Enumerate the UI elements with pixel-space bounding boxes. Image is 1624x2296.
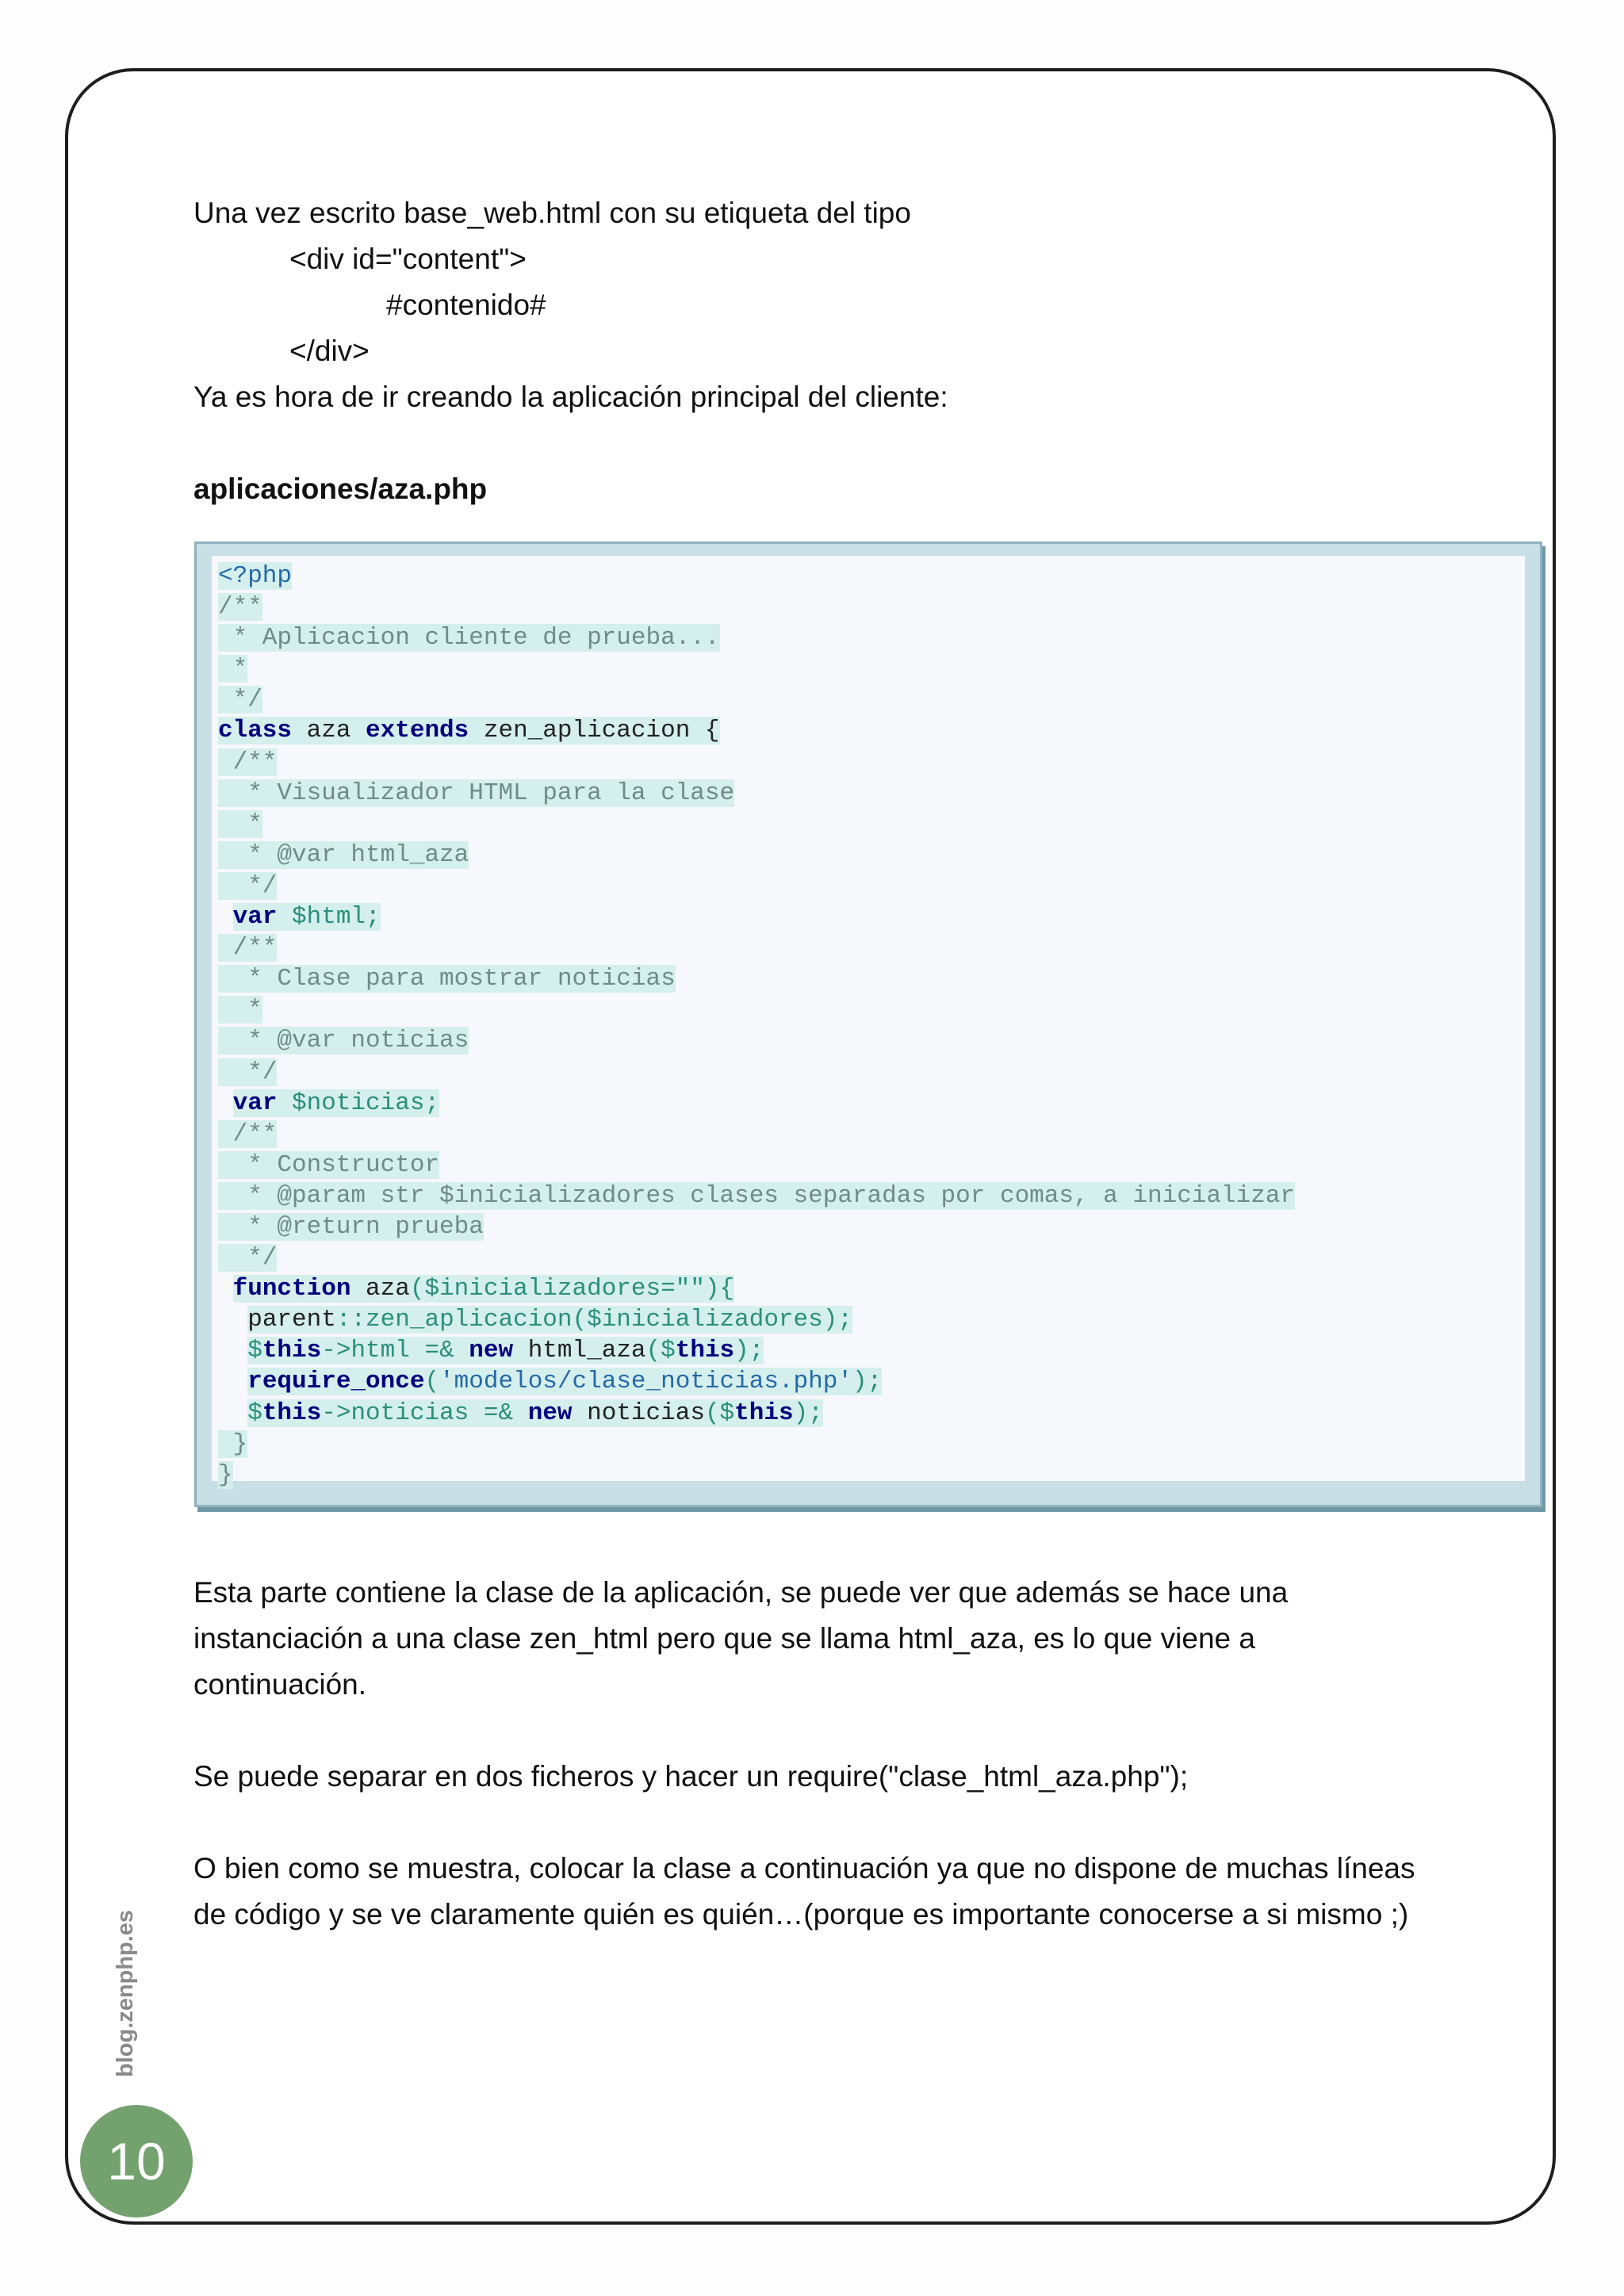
- code-line-29: [218, 1429, 1519, 1460]
- code-variable: $html;: [277, 903, 381, 932]
- code-token: * @var html_aza: [218, 840, 469, 869]
- code-line-11: [218, 871, 1519, 901]
- code-keyword: this: [262, 1399, 322, 1427]
- code-panel: [212, 556, 1525, 1489]
- site-label: blog.zenphp.es: [113, 1909, 138, 2077]
- code-keyword: this: [262, 1337, 322, 1365]
- code-token: parent: [247, 1306, 336, 1334]
- code-token: *: [218, 809, 262, 838]
- body-p3-line-2: de código y se ve claramente quién es quién…(porque es importante conocerse a si mismo ;): [193, 1898, 1409, 1931]
- code-keyword: extends: [366, 717, 469, 745]
- intro-line-1: Una vez escrito base_web.html con su etiqueta del tipo: [193, 197, 911, 229]
- code-token: */: [218, 1058, 278, 1086]
- code-token: }: [218, 1460, 233, 1489]
- code-token: /**: [218, 934, 278, 962]
- code-keyword: this: [734, 1399, 794, 1427]
- code-keyword: function: [232, 1275, 351, 1303]
- code-line-25: [218, 1304, 1519, 1335]
- code-variable: ($inicializadores=""){: [409, 1275, 735, 1303]
- code-line-15: [218, 994, 1519, 1025]
- code-line-14: [218, 963, 1519, 994]
- body-p3-line-1: O bien como se muestra, colocar la clase a continuación ya que no dispone de muchas líneas: [193, 1852, 1415, 1885]
- body-p1-line-3: continuación.: [193, 1668, 367, 1701]
- code-token: zen_aplicacion {: [469, 717, 720, 745]
- code-line-16: [218, 1025, 1519, 1056]
- code-line-4: [218, 653, 1519, 684]
- code-token: ->html =&: [321, 1337, 469, 1365]
- code-line-5: [218, 684, 1519, 715]
- code-token: );: [793, 1399, 823, 1427]
- code-token: );: [852, 1368, 883, 1396]
- code-line-22: [218, 1211, 1519, 1242]
- code-line-24: [218, 1273, 1519, 1304]
- code-line-7: [218, 747, 1519, 778]
- code-block: [194, 541, 1542, 1507]
- code-token: * Visualizador HTML para la clase: [218, 779, 735, 807]
- code-token: html_aza: [513, 1337, 646, 1365]
- code-keyword: require_once: [247, 1368, 425, 1396]
- code-string: 'modelos/clase_noticias.php': [439, 1368, 852, 1396]
- code-token: noticias: [572, 1399, 705, 1427]
- body-p1-line-1: Esta parte contiene la clase de la aplicación, se puede ver que además se hace una: [193, 1576, 1289, 1609]
- code-line-30: [218, 1460, 1519, 1490]
- code-line-10: [218, 840, 1519, 871]
- code-line-21: [218, 1181, 1519, 1211]
- code-keyword: this: [675, 1337, 735, 1365]
- code-keyword: var: [232, 903, 278, 932]
- code-token: /**: [218, 1119, 278, 1148]
- code-line-20: [218, 1150, 1519, 1181]
- code-keyword: new: [469, 1337, 514, 1365]
- code-token: */: [218, 1244, 278, 1272]
- code-line-8: [218, 778, 1519, 809]
- code-line-1: [218, 561, 1519, 591]
- code-line-6: [218, 715, 1519, 746]
- code-keyword: new: [527, 1399, 573, 1427]
- code-line-3: [218, 622, 1519, 653]
- code-keyword: var: [232, 1089, 278, 1117]
- code-line-13: [218, 932, 1519, 963]
- file-heading: aplicaciones/aza.php: [193, 473, 488, 505]
- page-number-badge: 10: [80, 2105, 193, 2218]
- body-p2: Se puede separar en dos ficheros y hacer un require("clase_html_aza.php");: [193, 1760, 1189, 1793]
- code-token: */: [218, 871, 278, 900]
- code-token: }: [218, 1429, 248, 1458]
- code-token: ($: [645, 1337, 676, 1365]
- code-token: */: [218, 686, 262, 714]
- code-token: ($: [704, 1399, 735, 1427]
- code-token: * @param str $inicializadores clases separadas por comas, a inicializar: [218, 1181, 1296, 1210]
- code-token: $: [247, 1399, 262, 1427]
- code-token: *: [218, 655, 248, 683]
- code-variable: ::zen_aplicacion($inicializadores);: [335, 1306, 852, 1334]
- code-token: * @var noticias: [218, 1027, 469, 1055]
- code-token: );: [734, 1337, 764, 1365]
- code-line-23: [218, 1242, 1519, 1273]
- code-token: * Aplicacion cliente de prueba...: [218, 624, 720, 652]
- code-token: aza: [292, 717, 366, 745]
- code-token: /**: [218, 593, 262, 622]
- code-token: /**: [218, 748, 278, 776]
- code-token: ->noticias =&: [321, 1399, 528, 1427]
- code-line-17: [218, 1057, 1519, 1088]
- code-token: aza: [350, 1275, 410, 1303]
- code-token: <?php: [218, 562, 293, 590]
- intro-line-4: </div>: [289, 335, 370, 367]
- code-variable: $noticias;: [277, 1089, 440, 1117]
- code-token: * Clase para mostrar noticias: [218, 965, 676, 993]
- code-line-26: [218, 1335, 1519, 1366]
- code-line-18: [218, 1088, 1519, 1119]
- code-keyword: class: [218, 717, 293, 745]
- code-line-27: [218, 1366, 1519, 1397]
- code-line-9: [218, 809, 1519, 840]
- code-token: (: [424, 1368, 440, 1396]
- code-line-28: [218, 1398, 1519, 1429]
- code-line-2: [218, 591, 1519, 622]
- code-line-19: [218, 1119, 1519, 1150]
- body-p1-line-2: instanciación a una clase zen_html pero que se llama html_aza, es lo que viene a: [193, 1622, 1255, 1655]
- intro-line-2: <div id="content">: [289, 243, 527, 275]
- code-token: *: [218, 996, 262, 1024]
- code-token: * @return prueba: [218, 1212, 484, 1241]
- code-token: $: [247, 1337, 262, 1365]
- intro-line-5: Ya es hora de ir creando la aplicación principal del cliente:: [193, 381, 948, 413]
- code-line-12: [218, 901, 1519, 932]
- code-token: * Constructor: [218, 1150, 440, 1179]
- intro-line-3: #contenido#: [386, 289, 546, 321]
